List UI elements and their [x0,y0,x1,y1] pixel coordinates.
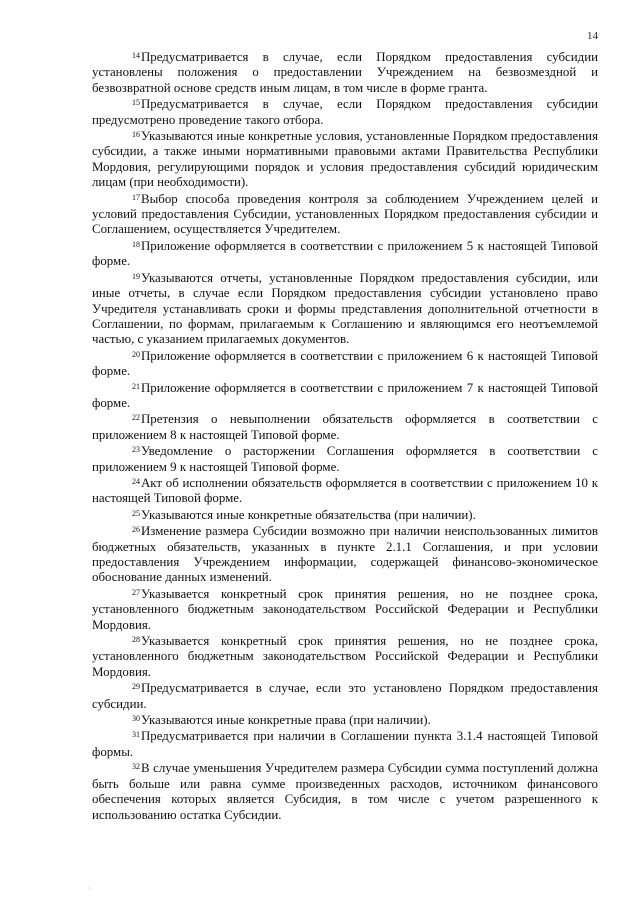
footnote-text: Указываются иные конкретные обязательства (при наличии). [141,507,476,522]
footnote-text: Изменение размера Субсидии возможно при наличии неиспользованных лимитов бюджетных обязательств, указанных в пункте 2.1.1 Соглашения, и при условии предоставления Учреждением информации, содержащей финансово-экономическое обоснование данных изменений. [92,524,598,585]
footnote-text: Претензия о невыполнении обязательств оформляется в соответствии с приложением 8 к настоящей Типовой форме. [92,412,598,442]
footnote-31 [92,729,598,760]
footnote-24 [92,476,598,507]
footnote-number: 19 [132,271,140,281]
footnote-19 [92,271,598,348]
footnote-29 [92,681,598,712]
footnote-number: 29 [132,682,140,692]
footnote-number: 18 [132,239,140,249]
footnote-number: 30 [132,714,140,724]
footnote-number: 23 [132,445,140,455]
footnote-number: 31 [132,730,140,740]
footnote-text: Предусматривается в случае, если Порядком предоставления субсидии предусмотрено проведение такого отбора. [92,97,598,127]
footnote-25 [92,508,598,523]
footnote-text: Указывается конкретный срок принятия решения, но не позднее срока, установленного бюджетным законодательством Российской Федерации и Республики Мордовия. [92,586,598,632]
footnote-text: Предусматривается при наличии в Соглашении пункта 3.1.4 настоящей Типовой формы. [92,729,598,759]
footnote-18 [92,239,598,270]
footnote-text: Указываются иные конкретные условия, установленные Порядком предоставления субсидии, а также иными нормативными правовыми актами Правительства Республики Мордовия, регулирующими порядок и условия предоставления субсидий юридическим лицам (при необходимости). [92,129,598,190]
footnote-number: 24 [132,476,140,486]
footnote-number: 22 [132,413,140,423]
footnote-26 [92,524,598,586]
footnote-32 [92,761,598,823]
footnote-text: Выбор способа проведения контроля за соблюдением Учреждением целей и условий предоставления Субсидии, установленных Порядком предоставления субсидии и Соглашением, осуществляется Учредителем. [92,191,598,237]
footnotes-list [92,50,598,823]
footnote-20 [92,349,598,380]
footnote-text: Предусматривается в случае, если это установлено Порядком предоставления субсидии. [92,681,598,711]
footnote-text: Приложение оформляется в соответствии с приложением 7 к настоящей Типовой форме. [92,380,598,410]
footnote-15 [92,97,598,128]
footnote-text: Уведомление о расторжении Соглашения оформляется в соответствии с приложением 9 к настоящей Типовой форме. [92,444,598,474]
footnote-text: Указывается конкретный срок принятия решения, но не позднее срока, установленного бюджетным законодательством Российской Федерации и Республики Мордовия. [92,634,598,679]
footnote-number: 28 [132,635,140,645]
footnote-text: Акт об исполнении обязательств оформляется в соответствии с приложением 10 к настоящей Типовой форме. [92,475,598,506]
footnote-17 [92,192,598,238]
footnote-28 [92,634,598,680]
footnote-30 [92,713,598,728]
footnote-23 [92,444,598,475]
footnote-number: 32 [132,762,140,772]
footnote-number: 16 [132,130,140,140]
footnote-number: 17 [132,192,140,202]
page-number: 14 [587,30,598,42]
footnote-21 [92,381,598,412]
footnote-text: Приложение оформляется в соответствии с приложением 5 к настоящей Типовой форме. [92,238,598,269]
footnote-22 [92,412,598,443]
footnote-number: 15 [132,98,140,108]
footnote-text: Указываются иные конкретные права (при наличии). [141,713,431,728]
footnote-14 [92,50,598,96]
footnote-number: 14 [132,51,140,60]
footnote-number: 25 [132,508,140,518]
footnote-number: 26 [132,525,140,535]
footnote-text: Указываются отчеты, установленные Порядком предоставления субсидии, или иные отчеты, в случае если Порядком предоставления субсидии установлено право Учредителя устанавливать сроки и формы представления дополнительной отчетности в Соглашении, по формам, прилагаемым к Соглашению и являющимся его неотъемлемой частью, с указанием прилагаемых документов. [92,270,598,347]
footnote-16 [92,129,598,191]
footnote-text: Приложение оформляется в соответствии с приложением 6 к настоящей Типовой форме. [92,348,598,379]
footnote-number: 27 [132,587,140,597]
footnote-text: Предусматривается в случае, если Порядком предоставления субсидии установлены положения о предоставлении Учреждением на безвозмездной и безвозвратной основе средств иным лицам, в том числе в форме гранта. [92,50,598,95]
footnote-27 [92,587,598,633]
scan-mark: · [88,884,91,893]
footnote-number: 20 [132,349,140,359]
footnote-number: 21 [132,381,140,391]
footnote-text: В случае уменьшения Учредителем размера Субсидии сумма поступлений должна быть больше или равна сумме произведенных расходов, источником финансового обеспечения которых является Субсидия, в том числе с учетом разрешенного к использованию остатка Субсидии. [92,761,598,822]
